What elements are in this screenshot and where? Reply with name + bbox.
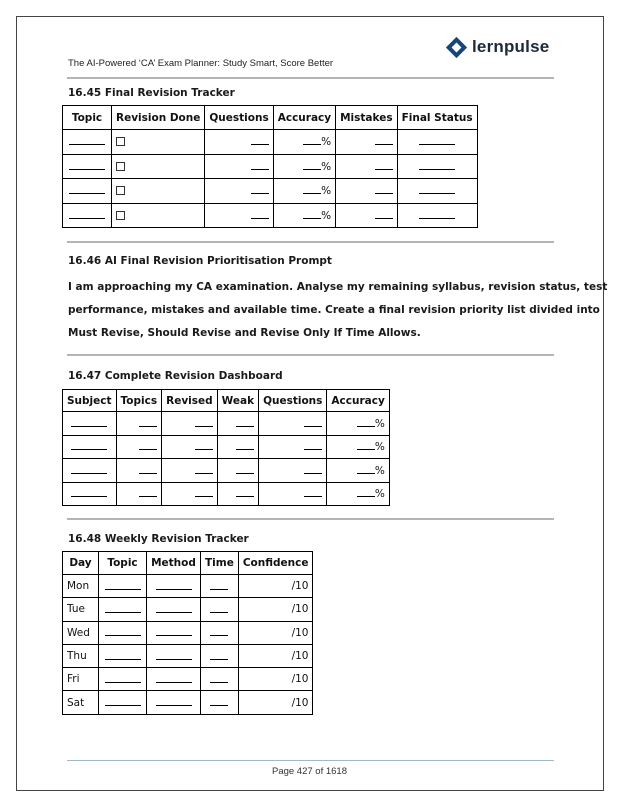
final-status-cell (397, 203, 477, 228)
fill-in-blank[interactable] (375, 209, 393, 219)
fill-in-blank[interactable] (105, 580, 141, 590)
time-cell (201, 668, 239, 691)
fill-in-blank[interactable] (357, 417, 375, 427)
fill-in-blank[interactable] (210, 580, 228, 590)
fill-in-blank[interactable] (71, 487, 107, 497)
fill-in-blank[interactable] (375, 160, 393, 170)
final-status-cell (397, 130, 477, 155)
percent-sign: % (374, 417, 385, 430)
fill-in-blank[interactable] (419, 209, 455, 219)
table-row (63, 668, 313, 691)
section-divider (67, 354, 554, 356)
fill-in-blank[interactable] (69, 160, 105, 170)
fill-in-blank[interactable] (303, 135, 321, 145)
fill-in-blank[interactable] (156, 626, 192, 636)
column-header: Topic (63, 106, 112, 130)
column-header: Accuracy (273, 106, 335, 130)
revision-done-cell (112, 203, 205, 228)
topic-cell (99, 621, 147, 644)
confidence-cell: /10 (238, 691, 313, 714)
topic-cell (63, 154, 112, 179)
fill-in-blank[interactable] (69, 135, 105, 145)
table-row (63, 412, 390, 436)
fill-in-blank[interactable] (304, 487, 322, 497)
confidence-cell: /10 (238, 644, 313, 667)
questions-cell (259, 459, 327, 483)
topic-cell (99, 691, 147, 714)
questions-cell (259, 412, 327, 436)
accuracy-cell (327, 459, 389, 483)
fill-in-blank[interactable] (210, 626, 228, 636)
topics-cell (116, 412, 162, 436)
accuracy-cell (273, 130, 335, 155)
mistakes-cell (336, 179, 397, 204)
accuracy-cell (273, 179, 335, 204)
page-number: Page 427 of 1618 (271, 766, 347, 777)
day-cell: Thu (63, 644, 99, 667)
fill-in-blank[interactable] (303, 184, 321, 194)
method-cell (147, 668, 201, 691)
fill-in-blank[interactable] (139, 417, 157, 427)
topics-cell (116, 482, 162, 506)
fill-in-blank[interactable] (251, 160, 269, 170)
questions-cell (205, 203, 273, 228)
time-cell (201, 691, 239, 714)
percent-sign: % (321, 136, 332, 149)
confidence-cell: /10 (238, 621, 313, 644)
fill-in-blank[interactable] (210, 696, 228, 706)
fill-in-blank[interactable] (251, 209, 269, 219)
revision-done-cell (112, 179, 205, 204)
time-cell (201, 644, 239, 667)
fill-in-blank[interactable] (357, 487, 375, 497)
brand-logo (446, 36, 549, 58)
section-title-ai-prompt: 16.46 AI Final Revision Prioritisation Prompt (68, 255, 332, 267)
column-header: Mistakes (336, 106, 397, 130)
topic-cell (99, 575, 147, 598)
fill-in-blank[interactable] (105, 603, 141, 613)
questions-cell (205, 179, 273, 204)
fill-in-blank[interactable] (236, 464, 254, 474)
fill-in-blank[interactable] (69, 184, 105, 194)
fill-in-blank[interactable] (303, 209, 321, 219)
revised-cell (162, 435, 218, 459)
percent-sign: % (374, 464, 385, 477)
prompt-line: performance, mistakes and available time. Create a final revision priority list divided into (68, 304, 600, 316)
fill-in-blank[interactable] (69, 209, 105, 219)
subject-cell (63, 412, 117, 436)
fill-in-blank[interactable] (236, 417, 254, 427)
accuracy-cell (327, 435, 389, 459)
ai-prompt-text (68, 276, 608, 345)
column-header: Time (201, 552, 239, 575)
prompt-line: I am approaching my CA examination. Analyse my remaining syllabus, revision status, test (68, 281, 608, 293)
fill-in-blank[interactable] (375, 135, 393, 145)
revision-done-cell (112, 130, 205, 155)
accuracy-cell (327, 482, 389, 506)
column-header: Weak (217, 390, 258, 412)
topic-cell (99, 598, 147, 621)
day-cell: Wed (63, 621, 99, 644)
section-title-weekly-revision-tracker: 16.48 Weekly Revision Tracker (68, 533, 249, 545)
column-header: Day (63, 552, 99, 575)
fill-in-blank[interactable] (71, 440, 107, 450)
table-header-row (63, 106, 478, 130)
day-cell: Tue (63, 598, 99, 621)
weak-cell (217, 459, 258, 483)
percent-sign: % (374, 488, 385, 501)
table-row (63, 575, 313, 598)
table-row (63, 598, 313, 621)
fill-in-blank[interactable] (156, 580, 192, 590)
fill-in-blank[interactable] (105, 696, 141, 706)
table-row (63, 130, 478, 155)
table-row (63, 459, 390, 483)
section-title-revision-dashboard: 16.47 Complete Revision Dashboard (68, 370, 283, 382)
questions-cell (259, 482, 327, 506)
mistakes-cell (336, 130, 397, 155)
fill-in-blank[interactable] (105, 626, 141, 636)
table-header-row (63, 390, 390, 412)
topic-cell (63, 130, 112, 155)
revised-cell (162, 459, 218, 483)
fill-in-blank[interactable] (419, 135, 455, 145)
fill-in-blank[interactable] (251, 135, 269, 145)
fill-in-blank[interactable] (139, 440, 157, 450)
time-cell (201, 621, 239, 644)
percent-sign: % (374, 441, 385, 454)
subject-cell (63, 435, 117, 459)
header-divider (67, 77, 554, 79)
questions-cell (205, 130, 273, 155)
revision-dashboard-table (62, 389, 390, 506)
fill-in-blank[interactable] (375, 184, 393, 194)
fill-in-blank[interactable] (304, 464, 322, 474)
section-title-final-revision-tracker: 16.45 Final Revision Tracker (68, 87, 235, 99)
time-cell (201, 575, 239, 598)
checkbox-icon[interactable] (116, 137, 125, 146)
weekly-revision-tracker-table (62, 551, 313, 715)
table-row (63, 691, 313, 714)
column-header: Method (147, 552, 201, 575)
weak-cell (217, 435, 258, 459)
column-header: Topic (99, 552, 147, 575)
section-divider (67, 241, 554, 243)
accuracy-cell (273, 203, 335, 228)
fill-in-blank[interactable] (195, 487, 213, 497)
accuracy-cell (327, 412, 389, 436)
topic-cell (63, 203, 112, 228)
fill-in-blank[interactable] (156, 696, 192, 706)
percent-sign: % (321, 185, 332, 198)
topic-cell (99, 644, 147, 667)
table-row (63, 621, 313, 644)
footer-divider (67, 760, 554, 761)
fill-in-blank[interactable] (419, 184, 455, 194)
accuracy-cell (273, 154, 335, 179)
checkbox-icon[interactable] (116, 186, 125, 195)
column-header: Questions (205, 106, 273, 130)
fill-in-blank[interactable] (210, 673, 228, 683)
revision-done-cell (112, 154, 205, 179)
fill-in-blank[interactable] (236, 440, 254, 450)
weak-cell (217, 482, 258, 506)
fill-in-blank[interactable] (251, 184, 269, 194)
brand-name: lernpulse (472, 37, 550, 56)
topic-cell (99, 668, 147, 691)
fill-in-blank[interactable] (236, 487, 254, 497)
fill-in-blank[interactable] (156, 650, 192, 660)
method-cell (147, 691, 201, 714)
table-row (63, 179, 478, 204)
fill-in-blank[interactable] (139, 464, 157, 474)
day-cell: Sat (63, 691, 99, 714)
fill-in-blank[interactable] (195, 417, 213, 427)
table-row (63, 203, 478, 228)
checkbox-icon[interactable] (116, 211, 125, 220)
fill-in-blank[interactable] (105, 650, 141, 660)
fill-in-blank[interactable] (303, 160, 321, 170)
fill-in-blank[interactable] (195, 440, 213, 450)
fill-in-blank[interactable] (357, 464, 375, 474)
confidence-cell: /10 (238, 598, 313, 621)
confidence-cell: /10 (238, 668, 313, 691)
table-row (63, 154, 478, 179)
column-header: Revised (162, 390, 218, 412)
column-header: Topics (116, 390, 162, 412)
page-header-title: The AI-Powered ‘CA’ Exam Planner: Study Smart, Score Better (68, 58, 334, 69)
mistakes-cell (336, 154, 397, 179)
percent-sign: % (321, 160, 332, 173)
fill-in-blank[interactable] (105, 673, 141, 683)
percent-sign: % (321, 209, 332, 222)
questions-cell (259, 435, 327, 459)
subject-cell (63, 482, 117, 506)
final-revision-tracker-table (62, 105, 478, 228)
fill-in-blank[interactable] (210, 603, 228, 613)
topics-cell (116, 435, 162, 459)
confidence-cell: /10 (238, 575, 313, 598)
prompt-line: Must Revise, Should Revise and Revise Only If Time Allows. (68, 327, 421, 339)
fill-in-blank[interactable] (304, 440, 322, 450)
fill-in-blank[interactable] (139, 487, 157, 497)
topic-cell (63, 179, 112, 204)
table-row (63, 435, 390, 459)
topics-cell (116, 459, 162, 483)
fill-in-blank[interactable] (156, 603, 192, 613)
fill-in-blank[interactable] (71, 464, 107, 474)
time-cell (201, 598, 239, 621)
day-cell: Mon (63, 575, 99, 598)
fill-in-blank[interactable] (304, 417, 322, 427)
final-status-cell (397, 179, 477, 204)
table-row (63, 644, 313, 667)
revised-cell (162, 412, 218, 436)
column-header: Final Status (397, 106, 477, 130)
fill-in-blank[interactable] (210, 650, 228, 660)
column-header: Confidence (238, 552, 313, 575)
method-cell (147, 644, 201, 667)
fill-in-blank[interactable] (419, 160, 455, 170)
questions-cell (205, 154, 273, 179)
fill-in-blank[interactable] (156, 673, 192, 683)
checkbox-icon[interactable] (116, 162, 125, 171)
column-header: Subject (63, 390, 117, 412)
method-cell (147, 598, 201, 621)
fill-in-blank[interactable] (71, 417, 107, 427)
column-header: Questions (259, 390, 327, 412)
subject-cell (63, 459, 117, 483)
section-divider (67, 518, 554, 520)
fill-in-blank[interactable] (195, 464, 213, 474)
day-cell: Fri (63, 668, 99, 691)
column-header: Accuracy (327, 390, 389, 412)
column-header: Revision Done (112, 106, 205, 130)
mistakes-cell (336, 203, 397, 228)
method-cell (147, 575, 201, 598)
table-row (63, 482, 390, 506)
weak-cell (217, 412, 258, 436)
revised-cell (162, 482, 218, 506)
fill-in-blank[interactable] (357, 440, 375, 450)
method-cell (147, 621, 201, 644)
final-status-cell (397, 154, 477, 179)
diamond-logo-icon (446, 36, 467, 57)
table-header-row (63, 552, 313, 575)
